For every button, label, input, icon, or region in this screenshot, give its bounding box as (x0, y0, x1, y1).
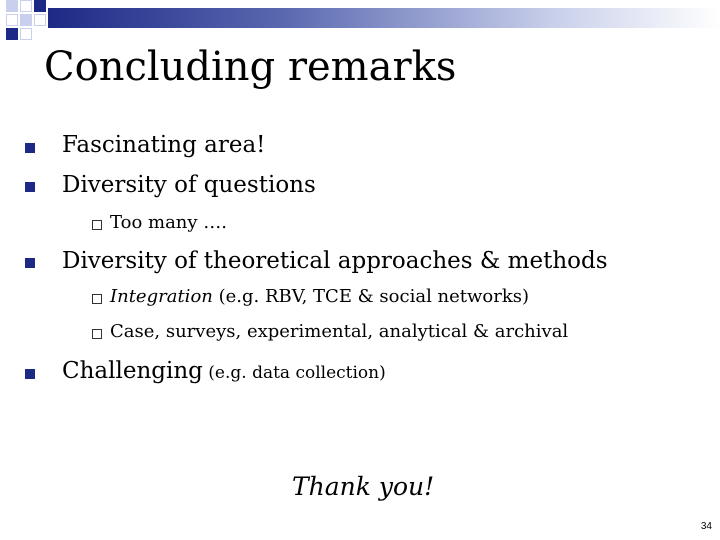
decorative-square-icon (20, 28, 32, 40)
hollow-box-icon (92, 329, 102, 339)
closing-text: Thank you! (292, 472, 435, 501)
sub-bullet-text: Too many …. (110, 212, 228, 233)
bullet-text (62, 358, 386, 384)
decorative-square-icon (20, 0, 32, 12)
square-bullet-icon (25, 258, 35, 268)
decorative-square-icon (6, 0, 18, 12)
decorative-square-icon (34, 14, 46, 26)
bullet-text: Diversity of theoretical approaches & methods (62, 248, 608, 274)
decorative-square-icon (20, 14, 32, 26)
sub-bullet-rest: (e.g. RBV, TCE & social networks) (212, 286, 530, 307)
sub-bullet-text (110, 286, 529, 307)
bullet-text: Fascinating area! (62, 132, 266, 158)
hollow-box-icon (92, 220, 102, 230)
slide-title: Concluding remarks (44, 44, 457, 90)
hollow-box-icon (92, 294, 102, 304)
sub-bullet-italic: Integration (110, 286, 213, 307)
decorative-square-icon (6, 28, 18, 40)
bullet-text: Diversity of questions (62, 172, 316, 198)
square-bullet-icon (25, 143, 35, 153)
bullet-main: Challenging (62, 358, 203, 384)
bullet-note: (e.g. data collection) (202, 363, 386, 383)
sub-bullet-text: Case, surveys, experimental, analytical & archival (110, 321, 569, 342)
square-bullet-icon (25, 182, 35, 192)
square-bullet-icon (25, 369, 35, 379)
page-number: 34 (700, 521, 712, 532)
decorative-square-icon (6, 14, 18, 26)
decorative-square-icon (34, 0, 46, 12)
header-band (48, 8, 720, 28)
